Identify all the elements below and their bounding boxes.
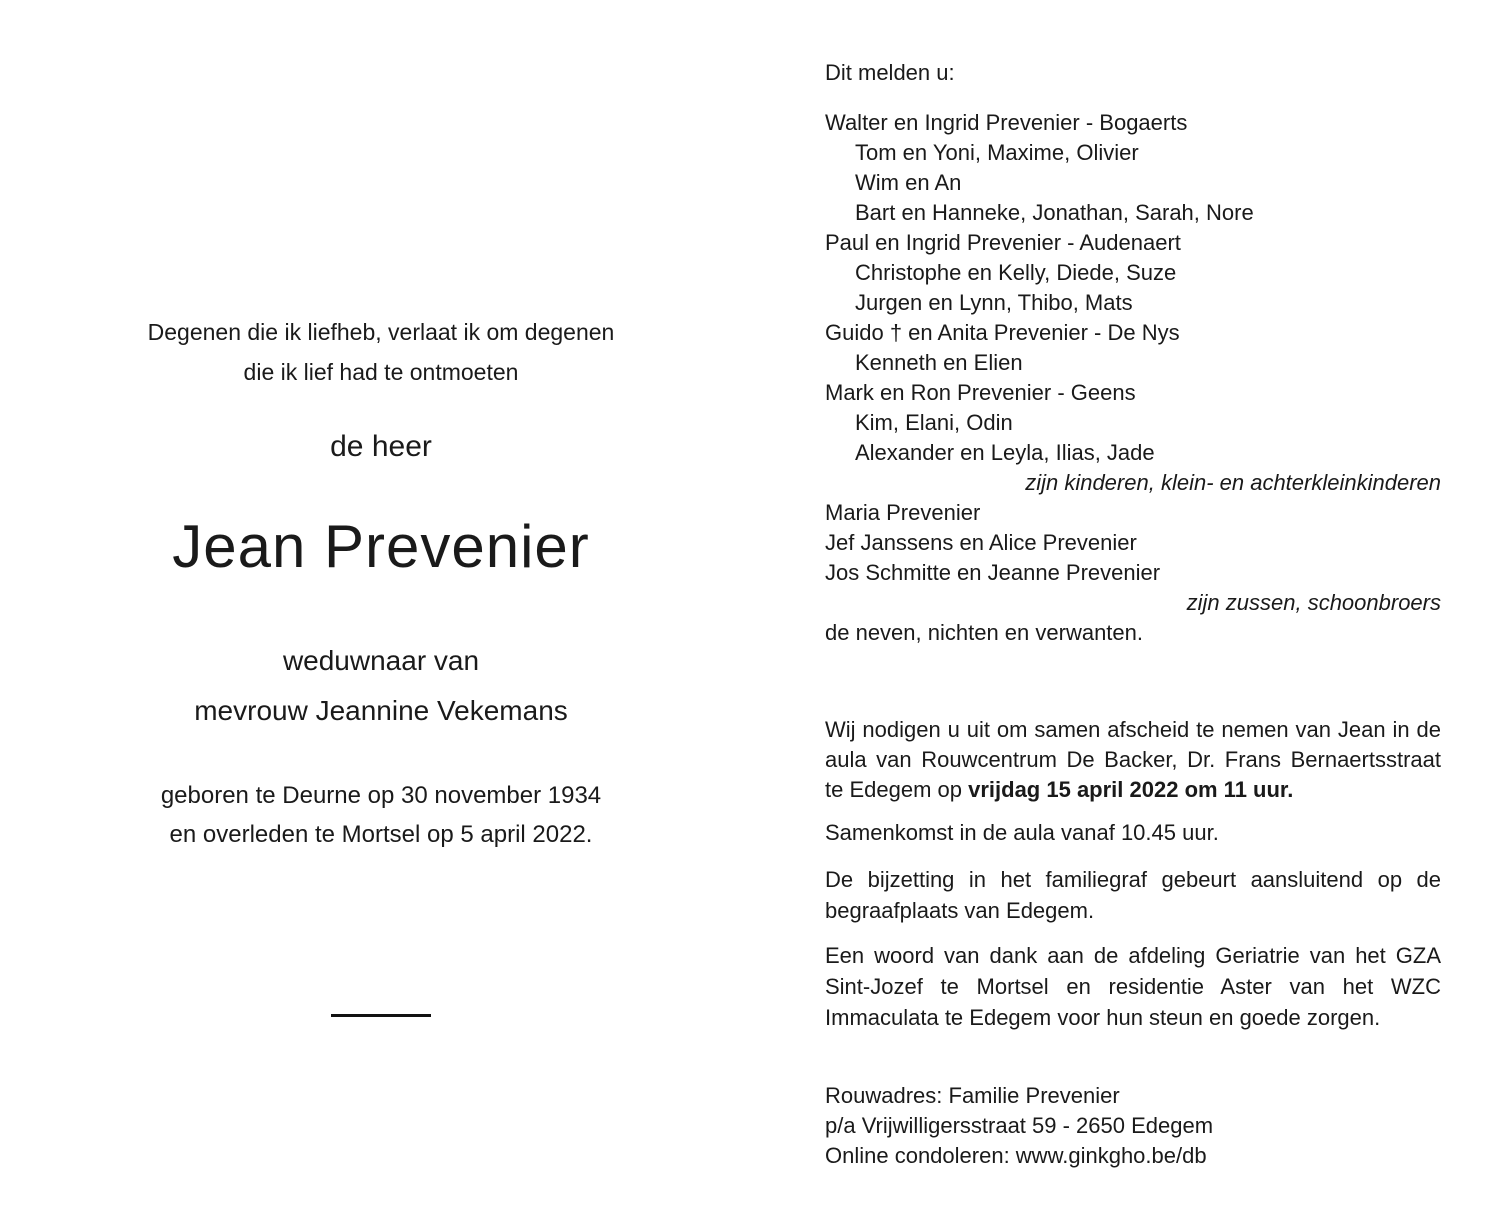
- family-line: Kim, Elani, Odin: [855, 410, 1013, 435]
- interment-paragraph: De bijzetting in het familiegraf gebeurt aansluitend op de begraafplaats van Edegem.: [825, 867, 1441, 923]
- gathering-paragraph: Samenkomst in de aula vanaf 10.45 uur.: [825, 820, 1219, 845]
- divider-wrap: [0, 1004, 762, 1022]
- life-dates-block: [0, 776, 762, 854]
- deceased-name: Jean Prevenier: [172, 513, 590, 580]
- right-column: [825, 58, 1441, 1171]
- widower-line-2: mevrouw Jeannine Vekemans: [194, 695, 568, 726]
- family-line: Walter en Ingrid Prevenier - Bogaerts: [825, 110, 1188, 135]
- family-line: Tom en Yoni, Maxime, Olivier: [855, 140, 1139, 165]
- family-line: Christophe en Kelly, Diede, Suze: [855, 260, 1177, 285]
- invitation-text: Wij nodigen u uit om samen afscheid te nemen van Jean in de aula van Rouwcentrum De Backer, Dr. Frans Bernaertsstraat te Edegem op: [825, 717, 1441, 802]
- family-line: Mark en Ron Prevenier - Geens: [825, 380, 1136, 405]
- family-line: Jurgen en Lynn, Thibo, Mats: [855, 290, 1133, 315]
- mourning-address-line: Rouwadres: Familie Prevenier: [825, 1083, 1120, 1108]
- children-caption: zijn kinderen, klein- en achterkleinkinderen: [1025, 470, 1441, 495]
- widower-block: [0, 636, 762, 736]
- thanks-paragraph: Een woord van dank aan de afdeling Geriatrie van het GZA Sint-Jozef te Mortsel en residentie Aster van het WZC Immaculata te Edegem voor hun steun en goede zorgen.: [825, 943, 1441, 1030]
- birth-line: geboren te Deurne op 30 november 1934: [160, 782, 602, 809]
- quote-line-1: Degenen die ik liefheb, verlaat ik om degenen: [147, 319, 615, 345]
- family-line: Paul en Ingrid Prevenier - Audenaert: [825, 230, 1181, 255]
- online-condolence-line: Online condoleren: www.ginkgho.be/db: [825, 1143, 1207, 1168]
- street-address-line: p/a Vrijwilligersstraat 59 - 2650 Edegem: [825, 1113, 1214, 1138]
- death-line: en overleden te Mortsel op 5 april 2022.: [169, 821, 593, 848]
- family-line: Kenneth en Elien: [855, 350, 1023, 375]
- family-line: Guido † en Anita Prevenier - De Nys: [825, 320, 1180, 345]
- family-line: Alexander en Leyla, Ilias, Jade: [855, 440, 1155, 465]
- quote-line-2: die ik lief had te ontmoeten: [243, 359, 519, 385]
- honorific: de heer: [330, 430, 432, 463]
- announcement-intro: Dit melden u:: [825, 60, 955, 85]
- invitation-paragraph: [825, 715, 1441, 805]
- relatives-closing: de neven, nichten en verwanten.: [825, 620, 1144, 645]
- sibling-line: Jos Schmitte en Jeanne Prevenier: [825, 560, 1161, 585]
- ceremony-datetime: vrijdag 15 april 2022 om 11 uur.: [968, 777, 1294, 802]
- widower-line-1: weduwnaar van: [282, 645, 480, 676]
- sibling-line: Jef Janssens en Alice Prevenier: [825, 530, 1137, 555]
- family-line: Wim en An: [855, 170, 962, 195]
- contact-block: [825, 1081, 1441, 1171]
- horizontal-divider: [331, 1014, 431, 1017]
- family-line: Bart en Hanneke, Jonathan, Sarah, Nore: [855, 200, 1254, 225]
- sibling-line: Maria Prevenier: [825, 500, 981, 525]
- family-name-list: [825, 108, 1441, 648]
- memorial-quote: [0, 312, 762, 392]
- siblings-caption: zijn zussen, schoonbroers: [1186, 590, 1441, 615]
